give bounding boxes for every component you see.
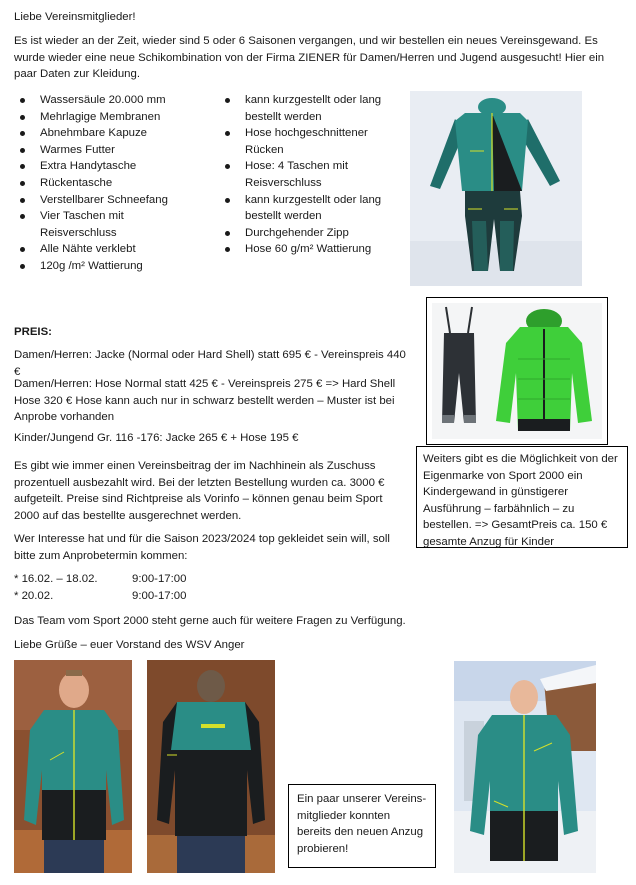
membership-note: Es gibt wie immer einen Vereinsbeitrag der im Nachhinein als Zuschuss prozentuell ausbezahlt wird. Bei der letzten Bestellung wurden ca. 3000 € aufgeteilt. Preise sind Richtpreise als Vorinfo – können genau beim Sport 2000 auf das bestellte ausgerechnet werden.	[14, 460, 385, 522]
schedule-row	[14, 588, 186, 605]
list-item: Durchgehender Zipp	[219, 225, 399, 242]
schedule-date: * 20.02.	[14, 589, 54, 602]
list-item: Hose 60 g/m² Wattierung	[219, 241, 399, 258]
intro-paragraph: Es ist wieder an der Zeit, wieder sind 5 oder 6 Saisonen vergangen, und wir bestellen ein neues Vereinsgewand. Es wurde wieder eine neue Schikombination von der Firma ZIENER für Damen/Herren und Jugend ausgesucht! Hier ein paar Daten zur Kleidung.	[14, 35, 605, 81]
schedule	[14, 571, 186, 604]
list-item: Rückentasche	[14, 175, 214, 192]
list-item: Alle Nähte verklebt	[14, 241, 214, 258]
list-item: Extra Handytasche	[14, 158, 214, 175]
list-item: Hose: 4 Taschen mit Reisverschluss	[219, 158, 399, 191]
list-item: Verstellbarer Schneefang	[14, 192, 214, 209]
closing: Liebe Grüße – euer Vorstand des WSV Anger	[14, 639, 245, 651]
list-item: Mehrlagige Membranen	[14, 109, 214, 126]
list-item: Warmes Futter	[14, 142, 214, 159]
list-item: 120g /m² Wattierung	[14, 258, 214, 275]
list-item: kann kurzgestellt oder lang bestellt werden	[219, 192, 399, 225]
schedule-time: 9:00-17:00	[132, 573, 187, 585]
price-kids: Kinder/Jungend Gr. 116 -176: Jacke 265 € + Hose 195 €	[14, 432, 299, 444]
greeting: Liebe Vereinsmitglieder!	[14, 11, 136, 23]
members-tried-text: Ein paar unserer Vereins-mitglieder konnten bereits den neuen Anzug probieren!	[297, 793, 427, 855]
price-adult-jacket: Damen/Herren: Jacke (Normal oder Hard Shell) statt 695 € - Vereinspreis 440 €	[14, 349, 406, 378]
member-front-photo	[14, 660, 132, 873]
list-item: Abnehmbare Kapuze	[14, 125, 214, 142]
schedule-time: 9:00-17:00	[132, 589, 187, 602]
member-back-photo	[147, 660, 275, 873]
kids-suit-photo	[432, 303, 602, 439]
kids-offer-box	[416, 446, 628, 548]
price-heading: PREIS:	[14, 326, 52, 338]
list-item: Wassersäule 20.000 mm	[14, 92, 214, 109]
members-tried-box	[288, 784, 436, 868]
features-right-list	[219, 92, 399, 258]
schedule-row	[14, 571, 186, 588]
features-left-list	[14, 92, 214, 275]
member-outdoor-photo	[454, 661, 596, 873]
list-item: Hose hochgeschnittener Rücken	[219, 125, 399, 158]
kids-suit-image-frame	[426, 297, 608, 445]
kids-offer-text: Weiters gibt es die Möglichkeit von der Eigenmarke von Sport 2000 ein Kindergewand in günstigerer Ausführung – farbähnlich – zu bestellen. => GesamtPreis ca. 150 € gesamte Anzug für Kinder	[423, 453, 618, 548]
list-item: Vier Taschen mit Reisverschluss	[14, 208, 170, 241]
fitting-invite: Wer Interesse hat und für die Saison 2023/2024 top gekleidet sein will, soll bitte zum Anprobetermin kommen:	[14, 533, 390, 562]
list-item: kann kurzgestellt oder lang bestellt werden	[219, 92, 399, 125]
price-adult-pants: Damen/Herren: Hose Normal statt 425 € - Vereinspreis 275 € => Hard Shell Hose 320 € Hose kann auch nur in schwarz bestellt werden – Muster ist bei Anprobe vorhanden	[14, 378, 396, 424]
schedule-date: * 16.02. – 18.02.	[14, 573, 98, 585]
ski-suit-on-snow-photo	[410, 91, 582, 286]
team-note: Das Team vom Sport 2000 steht gerne auch für weitere Fragen zu Verfügung.	[14, 615, 406, 627]
